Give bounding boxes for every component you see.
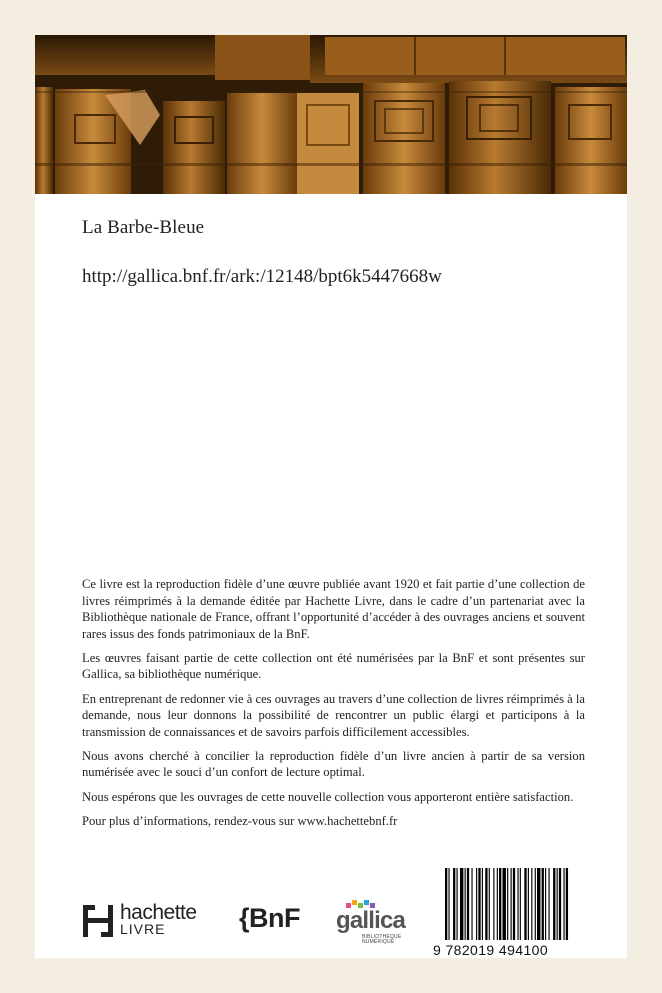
gallica-logo [336, 899, 416, 943]
paragraph: Ce livre est la reproduction fidèle d’une œuvre publiée avant 1920 et fait partie d’une collection de livres réimprimés à la demande éditée par Hachette Livre, dans le cadre d’un partenariat avec la Bibliothèque nationale de France, offrant l’opportunité d’accéder à des ouvrages anciens et souvent rares issus des fonds patrimoniaux de la BnF. [82, 577, 585, 641]
paragraph: Les œuvres faisant partie de cette collection ont été numérisées par la BnF et sont présentes sur Gallica, sa bibliothèque numérique. [82, 650, 585, 682]
hachette-livre-logo [82, 901, 197, 941]
book-back-cover [35, 35, 627, 958]
gallica-sub-line2: NUMÉRIQUE [362, 939, 395, 945]
gallica-wordmark: gallica [336, 907, 406, 934]
paragraph: Nous espérons que les ouvrages de cette nouvelle collection vous apporteront entière satisfaction. [82, 789, 574, 804]
publisher-logos [82, 899, 442, 943]
book-title: La Barbe-Bleue [82, 217, 205, 238]
barcode-bars [445, 868, 615, 940]
paragraph: Nous avons cherché à concilier la reproduction fidèle d’un livre ancien à partir de sa version numérisée avec le souci d’un confort de lecture optimal. [82, 748, 585, 780]
bnf-logo: {BnF [239, 903, 300, 933]
isbn-number: 9 782019 494100 [433, 942, 548, 958]
livre-wordmark: LIVRE [120, 921, 166, 937]
hachette-mark-icon [82, 904, 114, 938]
isbn-barcode [433, 868, 619, 958]
gallica-url[interactable]: http://gallica.bnf.fr/ark:/12148/bpt6k5447668w [82, 266, 442, 287]
old-books-banner-image [35, 35, 627, 194]
hachette-wordmark: hachette [120, 901, 197, 924]
gallica-sub-line1: BIBLIOTHÈQUE [362, 934, 402, 940]
paragraph: En entreprenant de redonner vie à ces ouvrages au travers d’une collection de livres réimprimés à la demande, nous leur donnons la possibilité de rencontrer un public élargi et participons à la transmission de connaissances et de savoirs parfois difficilement accessibles. [82, 691, 585, 739]
description-text [82, 576, 585, 837]
paragraph: Pour plus d’informations, rendez-vous sur www.hachettebnf.fr [82, 813, 398, 828]
